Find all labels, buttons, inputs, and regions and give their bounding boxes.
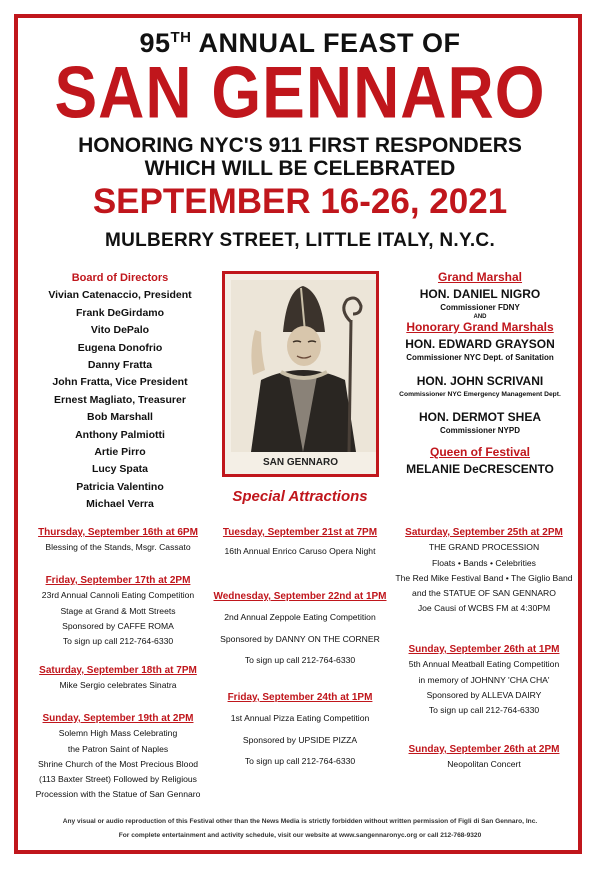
footer-disclaimer: Any visual or audio reproduction of this Festival other than the News Media is strictly forbidden without written permission of Figli di San Gennaro, Inc. — [62, 818, 538, 825]
event-item: Saturday, September 18th at 7PM Mike Sergio celebrates Sinatra — [39, 665, 197, 691]
board-of-directors — [30, 270, 210, 514]
queen-name: MELANIE DeCRESCENTO — [406, 462, 554, 476]
board-member: Danny Fratta — [87, 359, 153, 372]
honoring-text: HONORING NYC'S 911 FIRST RESPONDERS WHICH WILL BE CELEBRATED — [78, 134, 522, 180]
board-member: Patricia Valentino — [76, 480, 164, 493]
events-middle-column — [210, 525, 390, 785]
events-left-column — [28, 525, 208, 800]
event-item: Friday, September 24th at 1PM 1st Annual Pizza Eating Competition Sponsored by UPSIDE PIZZA To sign up call 212-764-6330 — [227, 692, 373, 766]
grand-marshal-heading: Grand Marshal — [437, 270, 523, 284]
marshals-section — [385, 268, 575, 476]
honorary-marshal-name: HON. EDWARD GRAYSON — [405, 337, 555, 351]
event-item: Sunday, September 26th at 1PM 5th Annual Meatball Eating Competition in memory of JOHNNY 'CHA CHA' Sponsored by ALLEVA DAIRY To sign up call 212-764-6330 — [408, 644, 560, 716]
board-member: Bob Marshall — [87, 411, 153, 424]
board-member: Frank DeGirdamo — [75, 306, 165, 319]
honorary-marshal-title: Commissioner NYC Emergency Management Dept. — [399, 391, 561, 398]
event-item: Saturday, September 25th at 2PM THE GRAND PROCESSION Floats • Bands • Celebrities The Red Mike Festival Band • The Giglio Band and the STATUE OF SAN GENNARO Joe Causi of WCBS FM at 4:30PM — [395, 527, 573, 614]
saint-portrait — [222, 271, 379, 477]
event-item: Friday, September 17th at 2PM 23rd Annual Cannoli Eating Competition Stage at Grand & Mott Streets Sponsored by CAFFE ROMA To sign up call 212-764-6330 — [41, 575, 195, 647]
saint-illustration — [231, 280, 376, 452]
event-item: Wednesday, September 22nd at 1PM 2nd Annual Zeppole Eating Competition Sponsored by DANNY ON THE CORNER To sign up call 212-764-6330 — [213, 591, 387, 665]
board-member: Michael Verra — [86, 498, 154, 511]
festival-dates: SEPTEMBER 16-26, 2021 — [92, 182, 508, 221]
festival-location: MULBERRY STREET, LITTLE ITALY, N.Y.C. — [104, 230, 496, 251]
board-member: John Fratta, Vice President — [52, 376, 188, 389]
honorary-marshal-name: HON. DERMOT SHEA — [418, 410, 541, 424]
board-member: Eugena Donofrio — [77, 341, 163, 354]
board-member: Lucy Spata — [91, 463, 149, 476]
event-item: Tuesday, September 21st at 7PM 16th Annual Enrico Caruso Opera Night — [222, 527, 378, 557]
event-item: Thursday, September 16th at 6PM Blessing of the Stands, Msgr. Cassato — [38, 527, 198, 553]
honorary-marshal-name: HON. JOHN SCRIVANI — [416, 374, 544, 388]
board-member: Vito DePalo — [90, 324, 150, 337]
grand-marshal-name: HON. DANIEL NIGRO — [419, 287, 541, 301]
and-text: AND — [473, 314, 487, 320]
grand-marshal-title: Commissioner FDNY — [440, 303, 520, 312]
poster-title: SAN GENNARO — [54, 50, 546, 134]
honorary-marshal-title: Commissioner NYPD — [439, 426, 521, 435]
board-member: Artie Pirro — [94, 446, 146, 459]
honorary-marshals-heading: Honorary Grand Marshals — [406, 320, 554, 334]
board-member: Anthony Palmiotti — [75, 428, 165, 441]
portrait-caption: SAN GENNARO — [262, 457, 338, 468]
special-attractions-heading: Special Attractions — [232, 488, 368, 505]
event-item: Sunday, September 26th at 2PM Neopolitan Concert — [408, 744, 560, 770]
event-item: Sunday, September 19th at 2PM Solemn High Mass Celebrating the Patron Saint of Naples Shrine Church of the Most Precious Blood (113 Baxter Street) Followed by Religious Procession with the Statue of San Gennaro — [35, 713, 201, 800]
events-right-column — [392, 525, 576, 785]
feast-heading: 95TH ANNUAL FEAST OF — [139, 28, 461, 58]
board-member: Vivian Catenaccio, President — [48, 289, 192, 302]
board-member: Ernest Magliato, Treasurer — [54, 393, 186, 406]
queen-heading: Queen of Festival — [429, 445, 531, 459]
board-heading: Board of Directors — [71, 272, 169, 284]
footer-website: For complete entertainment and activity schedule, visit our website at www.sangennaronyc.org or call 212-768-9320 — [118, 832, 482, 839]
honorary-marshal-title: Commissioner NYC Dept. of Sanitation — [406, 353, 554, 362]
